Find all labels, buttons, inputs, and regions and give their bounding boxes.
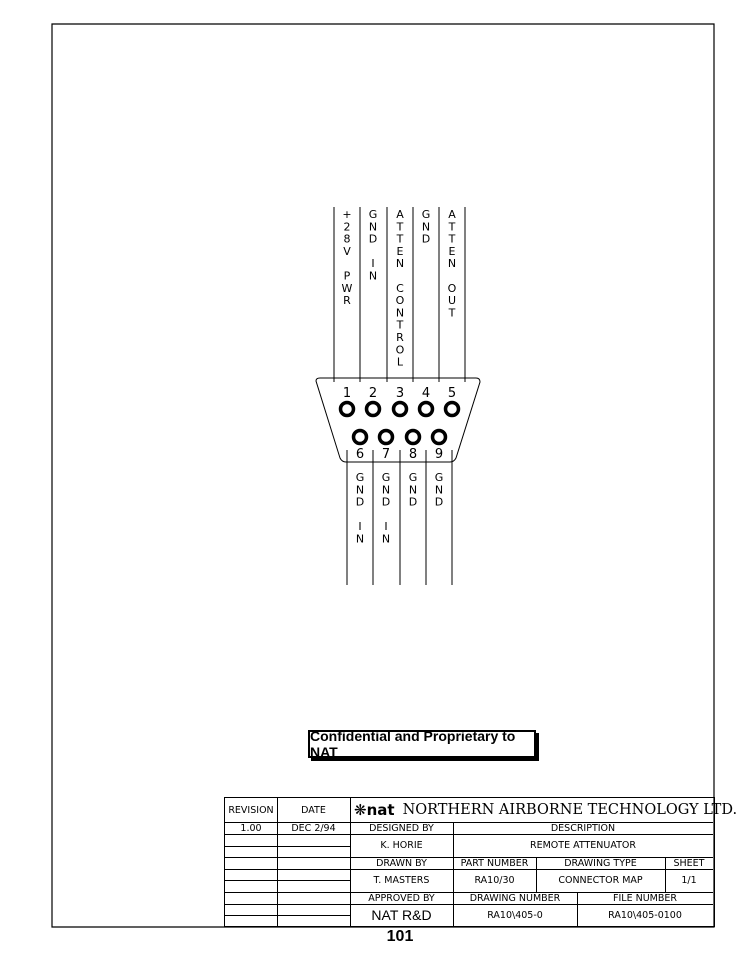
pin-number-7: 7	[381, 447, 391, 462]
signal-label-pin-3-char: T	[396, 232, 404, 246]
nat-logo: ❋nat	[354, 801, 395, 819]
signal-label-pin-1-char: W	[341, 281, 353, 295]
signal-label-pin-6-char: N	[355, 532, 365, 546]
star-icon: ❋	[354, 801, 367, 819]
pin-number-6: 6	[355, 447, 365, 462]
signal-label-pin-3-char: A	[396, 208, 404, 221]
drawn-by-value: T. MASTERS	[373, 875, 430, 886]
description-label: DESCRIPTION	[550, 822, 616, 834]
pin-number-2: 2	[368, 386, 378, 401]
file-number-label: FILE NUMBER	[613, 892, 677, 904]
signal-label-pin-5-char: O	[447, 281, 457, 295]
signal-label-pin-6-char: I	[358, 520, 362, 534]
signal-label-pin-4-char: D	[421, 232, 431, 246]
approved-by-label: APPROVED BY	[368, 892, 435, 904]
signal-label-pin-5-char: T	[448, 306, 456, 320]
pin-number-4: 4	[421, 386, 431, 401]
signal-label-pin-4-char: N	[421, 220, 431, 234]
date-value: DEC 2/94	[291, 822, 336, 834]
signal-label-pin-5-char: T	[448, 232, 456, 246]
date-label: DATE	[301, 804, 326, 816]
signal-label-pin-1-char: V	[343, 244, 351, 258]
drawing-number-label: DRAWING NUMBER	[469, 892, 561, 904]
drawing-type-label: DRAWING TYPE	[564, 857, 637, 869]
signal-label-pin-4-char: G	[421, 208, 431, 221]
signal-label-pin-3-char: N	[395, 257, 405, 271]
signal-label-pin-6-char: D	[355, 495, 365, 509]
signal-label-pin-3-char: N	[395, 306, 405, 320]
signal-label-pin-5-char: N	[447, 257, 457, 271]
drawing-type-value: CONNECTOR MAP	[558, 875, 643, 886]
revision-value: 1.00	[240, 822, 262, 834]
page-number: 101	[386, 928, 414, 945]
pin-1-icon	[341, 403, 354, 416]
pin-6-icon	[354, 431, 367, 444]
confidential-banner: Confidential and Proprietary to NAT	[308, 730, 536, 758]
signal-label-pin-3-char: O	[395, 294, 405, 308]
pin-7-icon	[380, 431, 393, 444]
pin-2-icon	[367, 403, 380, 416]
signal-label-pin-8-char: D	[408, 495, 418, 509]
pin-5-icon	[446, 403, 459, 416]
signal-label-pin-7-char: I	[384, 520, 388, 534]
designed-by-value: K. HORIE	[380, 840, 423, 851]
signal-label-pin-2-char: I	[371, 257, 375, 271]
signal-label-pin-7-char: G	[381, 471, 391, 484]
part-number-label: PART NUMBER	[460, 857, 529, 869]
signal-label-pin-3-char: T	[396, 318, 404, 332]
signal-label-pin-9-char: G	[434, 471, 444, 484]
signal-label-pin-9-char: D	[434, 495, 444, 509]
sheet-value: 1/1	[681, 875, 697, 886]
signal-label-pin-7-char: N	[381, 532, 391, 546]
signal-label-pin-5-char: E	[448, 244, 456, 258]
signal-label-pin-3-char: R	[396, 331, 404, 344]
signal-label-pin-2-char: N	[368, 269, 378, 283]
signal-label-pin-1-char: P	[343, 269, 351, 283]
description-value: REMOTE ATTENUATOR	[529, 840, 636, 851]
signal-label-pin-3-char: T	[396, 220, 404, 234]
signal-label-pin-8-char: G	[408, 471, 418, 484]
signal-label-pin-6-char: N	[355, 483, 365, 497]
designed-by-label: DESIGNED BY	[369, 822, 434, 834]
company-header	[350, 798, 738, 822]
signal-label-pin-7-char: N	[381, 483, 391, 497]
approved-by-value: NAT R&D	[371, 907, 432, 923]
company-name: NORTHERN AIRBORNE TECHNOLOGY LTD.	[402, 802, 738, 818]
signal-label-pin-8-char: N	[408, 483, 418, 497]
pin-9-icon	[433, 431, 446, 444]
signal-label-pin-1-char: R	[343, 294, 351, 308]
drawn-by-label: DRAWN BY	[376, 857, 427, 869]
pin-number-8: 8	[408, 447, 418, 462]
part-number-value: RA10/30	[474, 875, 515, 886]
signal-label-pin-1-char: +	[342, 208, 352, 221]
drawing-number-value: RA10\405-0	[487, 909, 543, 921]
signal-label-pin-5-char: U	[447, 294, 457, 308]
pin-8-icon	[407, 431, 420, 444]
title-block	[224, 797, 738, 927]
signal-label-pin-2-char: G	[368, 208, 378, 221]
signal-label-pin-7-char: D	[381, 495, 391, 509]
signal-label-pin-9-char: N	[434, 483, 444, 497]
signal-label-pin-5-char: A	[448, 208, 456, 221]
pin-number-5: 5	[447, 386, 457, 401]
signal-label-pin-2-char: N	[368, 220, 378, 234]
pin-4-icon	[420, 403, 433, 416]
pin-number-3: 3	[395, 386, 405, 401]
signal-label-pin-1-char: 8	[343, 232, 351, 246]
signal-label-pin-1-char: 2	[343, 220, 351, 234]
file-number-value: RA10\405-0100	[608, 909, 682, 921]
signal-label-pin-2-char: D	[368, 232, 378, 246]
signal-label-pin-3-char: E	[396, 244, 404, 258]
pin-number-9: 9	[434, 447, 444, 462]
signal-label-pin-6-char: G	[355, 471, 365, 484]
sheet-label: SHEET	[673, 857, 705, 869]
signal-label-pin-5-char: T	[448, 220, 456, 234]
revision-label: REVISION	[228, 804, 274, 816]
signal-label-pin-3-char: O	[395, 343, 405, 357]
signal-label-pin-3-char: L	[396, 355, 404, 369]
pin-number-1: 1	[342, 386, 352, 401]
signal-label-pin-3-char: C	[396, 281, 404, 295]
pin-3-icon	[394, 403, 407, 416]
